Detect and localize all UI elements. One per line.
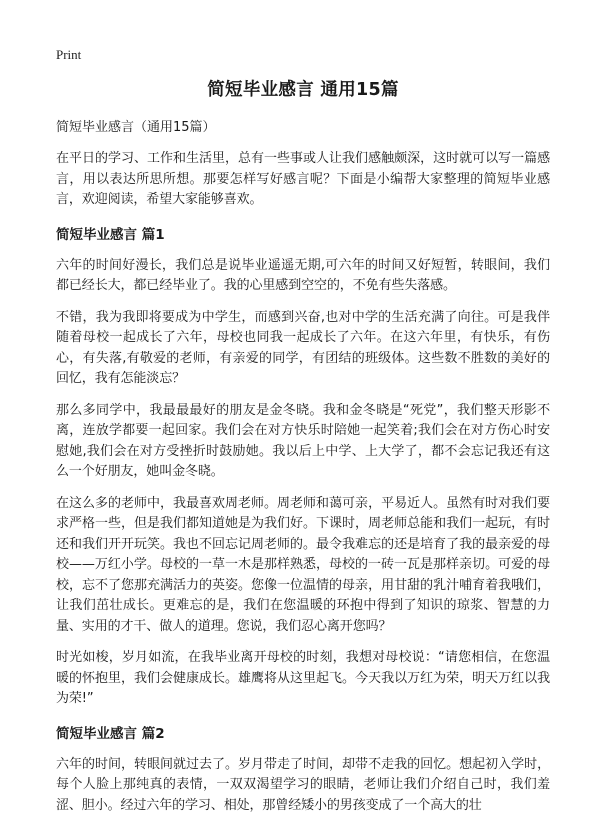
paragraph: 不错，我为我即将要成为中学生，而感到兴奋,也对中学的生活充满了向往。可是我伴随着母校一起成长了六年，母校也同我一起成长了六年。在这六年里，有快乐，有伤心，有失落,有敬爱的老师，有亲爱的同学，有团结的班级体。这些数不胜数的美好的回忆，我有怎能淡忘？ xyxy=(56,309,550,386)
print-link[interactable]: Print xyxy=(56,47,82,62)
section-heading-2: 简短毕业感言 篇2 xyxy=(56,725,165,742)
paragraph: 六年的时间好漫长，我们总是说毕业遥遥无期,可六年的时间又好短暂，转眼间，我们都已经长大，都已经毕业了。我的心里感到空空的，不免有些失落感。 xyxy=(56,257,550,293)
document-title: 简短毕业感言 通用15篇 xyxy=(207,80,399,100)
section-heading-1: 简短毕业感言 篇1 xyxy=(56,226,165,243)
paragraph: 六年的时间，转眼间就过去了。岁月带走了时间，却带不走我的回忆。想起初入学时，每个人脸上那纯真的表情，一双双渴望学习的眼睛，老师让我们介绍自己时，我们羞涩、胆小。经过六年的学习、相处，那曾经矮小的男孩变成了一个高大的壮 xyxy=(56,756,550,813)
paragraph: 那么多同学中，我最最最好的朋友是金冬晓。我和金冬晓是“死党”，我们整天形影不离，连放学都要一起回家。我们会在对方快乐时陪她一起笑着;我们会在对方伤心时安慰她,我们会在对方受挫折时鼓励她。我以后上中学、上大学了，都不会忘记我还有这么一个好朋友，她叫金冬晓。 xyxy=(56,402,550,479)
intro-paragraph: 在平日的学习、工作和生活里，总有一些事或人让我们感触颇深，这时就可以写一篇感言，用以表达所思所想。那要怎样写好感言呢？下面是小编帮大家整理的简短毕业感言，欢迎阅读，希望大家能够喜欢。 xyxy=(56,151,550,207)
paragraph: 时光如梭，岁月如流，在我毕业离开母校的时刻，我想对母校说：“请您相信，在您温暖的怀抱里，我们会健康成长。雄鹰将从这里起飞。今天我以万红为荣，明天万红以我为荣!” xyxy=(56,650,550,706)
document-body xyxy=(56,78,550,827)
document-subtitle: 简短毕业感言（通用15篇） xyxy=(56,120,216,135)
paragraph: 在这么多的老师中，我最喜欢周老师。周老师和蔼可亲，平易近人。虽然有时对我们要求严格一些，但是我们都知道她是为我们好。下课时，周老师总能和我们一起玩，有时还和我们开开玩笑。我也不回忘记周老师的。最令我难忘的还是培育了我的最亲爱的母校——万红小学。母校的一草一木是那样熟悉，母校的一砖一瓦是那样亲切。可爱的母校，忘不了您那充满活力的英姿。您像一位温情的母亲，用甘甜的乳汁哺育着我哦们，让我们茁壮成长。更难忘的是，我们在您温暖的环抱中得到了知识的琼浆、智慧的力量、实用的才干、做人的道理。您说，我们忍心离开您吗？ xyxy=(56,495,550,634)
